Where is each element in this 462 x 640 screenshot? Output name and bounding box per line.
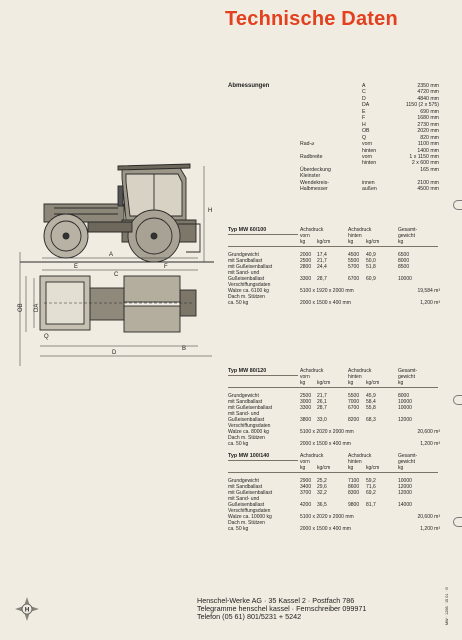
table-cell: 26,1: [317, 399, 327, 405]
row-label: ca. 50 kg: [228, 526, 249, 532]
dim-label-a: A: [109, 252, 114, 258]
table-cell: 8000: [398, 393, 410, 399]
dimension-value: 2 x 600 mm: [411, 160, 439, 167]
table-cell: 12000: [398, 417, 412, 423]
col-header-front-sub: vorn: [300, 459, 310, 465]
table-cell: 50,0: [366, 258, 376, 264]
binder-clip: [453, 517, 462, 527]
dim-label-da: DA: [34, 303, 40, 312]
table-cell: 8000: [398, 258, 410, 264]
table-cell: 10000: [398, 478, 412, 484]
footer-line-company: Henschel-Werke AG · 35 Kassel 2 · Postfach 786: [197, 596, 355, 605]
table-cell: 8300: [348, 490, 360, 496]
table-cell: 5700: [348, 264, 360, 270]
row-label: mit Sand- und: [228, 496, 260, 502]
table-cell: 45,9: [366, 393, 376, 399]
ship-dimension: 2000 x 1500 x 400 mm: [300, 526, 351, 532]
table-cell: 58,4: [366, 399, 376, 405]
dimension-label: Überdeckung: [300, 166, 331, 173]
table-cell: 4200: [300, 502, 312, 508]
table-type-title: Typ MW 80/120: [228, 368, 267, 374]
row-label: Dach m. Stützen: [228, 294, 265, 300]
ship-dimension: 5100 x 2020 x 2000 mm: [300, 429, 354, 435]
col-unit-kgcm: kg/cm: [366, 465, 380, 471]
page-title: Technische Daten: [225, 8, 398, 30]
col-header-rear-sub: hinten: [348, 233, 362, 239]
table-cell: 12000: [398, 484, 412, 490]
dimension-value: 2100 mm: [417, 179, 439, 186]
col-unit-kgcm: kg/cm: [317, 380, 331, 386]
table-cell: 3800: [300, 417, 312, 423]
dimension-value: 4720 mm: [417, 89, 439, 96]
table-cell: 5500: [348, 393, 360, 399]
row-label: Gußeisenballast: [228, 502, 265, 508]
dimension-code: außen: [362, 186, 377, 193]
table-cell: 3300: [300, 405, 312, 411]
section-label-abmessungen: Abmessungen: [228, 83, 270, 89]
row-label: Grundgewicht: [228, 252, 259, 258]
table-cell: 2000: [300, 252, 312, 258]
footer-line-telegram: Telegramme henschel kassel · Fernschreiber 099971: [197, 604, 367, 614]
col-header-rear-sub: hinten: [348, 459, 362, 465]
col-header-front: Achsdruck: [300, 227, 324, 233]
dimension-code: A: [362, 83, 366, 89]
dimension-code: innen: [362, 179, 375, 186]
row-label: Grundgewicht: [228, 393, 259, 399]
col-header-front-sub: vorn: [300, 374, 310, 380]
row-label: mit Sandballast: [228, 484, 263, 490]
row-label: mit Sand- und: [228, 411, 260, 417]
dimension-value: 820 mm: [420, 134, 439, 141]
row-label: Grundgewicht: [228, 478, 259, 484]
dimension-label: Halbmesser: [300, 186, 328, 193]
dimension-code: C: [362, 89, 366, 96]
row-label: Gußeisenballast: [228, 276, 265, 282]
row-label-walze: Walze ca. 10000 kg: [228, 514, 272, 520]
dim-label-b: B: [182, 346, 187, 352]
col-unit-kg: kg: [398, 239, 404, 245]
col-header-total-sub: gewicht: [398, 374, 415, 380]
col-unit-kg: kg: [348, 465, 354, 471]
ship-volume: 19,584 m³: [417, 288, 440, 294]
dimension-value: 4840 mm: [417, 95, 439, 102]
table-rule: [228, 246, 438, 247]
row-label: mit Gußeisenballast: [228, 405, 273, 411]
table-rule: [228, 387, 438, 388]
ship-dimension: 2000 x 1500 x 400 mm: [300, 441, 351, 447]
dimensions-list: [300, 83, 439, 213]
dimension-label: Rad-⌀: [300, 141, 315, 148]
col-unit-kgcm: kg/cm: [317, 239, 331, 245]
table-cell: 3000: [300, 399, 312, 405]
row-label: Dach m. Stützen: [228, 520, 265, 526]
ship-dimension: 5100 x 2020 x 2000 mm: [300, 514, 354, 520]
row-label: Verschiffungsdaten: [228, 282, 271, 288]
col-unit-kg: kg: [398, 380, 404, 386]
col-header-front: Achsdruck: [300, 368, 324, 374]
col-unit-kg: kg: [398, 465, 404, 471]
table-cell: 33,0: [317, 417, 327, 423]
dim-label-c: C: [114, 272, 119, 278]
table-cell: 29,6: [317, 484, 327, 490]
table-cell: 7000: [348, 399, 360, 405]
table-cell: 14000: [398, 502, 412, 508]
table-cell: 3700: [300, 490, 312, 496]
dimension-value: 1100 mm: [417, 141, 439, 148]
col-header-rear: Achsdruck: [348, 227, 372, 233]
table-cell: 2900: [300, 478, 312, 484]
row-label: ca. 50 kg: [228, 300, 249, 306]
table-cell: 3300: [300, 276, 312, 282]
col-unit-kg: kg: [300, 380, 306, 386]
ship-volume: 20,600 m³: [417, 429, 440, 435]
table-cell: 9800: [348, 502, 360, 508]
table-rule: [228, 472, 438, 473]
table-cell: 24,4: [317, 264, 327, 270]
table-type-title: Typ MW 60/100: [228, 227, 267, 233]
table-rule: [228, 460, 298, 461]
binder-clip: [453, 395, 462, 405]
table-cell: 8500: [398, 264, 410, 270]
col-unit-kg: kg: [300, 239, 306, 245]
row-label: mit Sandballast: [228, 399, 263, 405]
row-label: Verschiffungsdaten: [228, 508, 271, 514]
col-header-total: Gesamt-: [398, 227, 418, 233]
ship-dimension: 2000 x 1500 x 400 mm: [300, 300, 351, 306]
dim-label-f: F: [164, 264, 168, 270]
table-rule: [228, 234, 298, 235]
dimension-value: 2020 mm: [417, 128, 439, 135]
row-label: mit Sand- und: [228, 270, 260, 276]
col-header-total: Gesamt-: [398, 453, 418, 459]
dimension-value: 1400 mm: [417, 147, 439, 154]
dimension-value: 165 mm: [420, 166, 439, 173]
table-cell: 10000: [398, 276, 412, 282]
document-code: MW · 1266 · 15 01 · ⊙: [445, 587, 449, 625]
table-cell: 6700: [348, 276, 360, 282]
footer-line-phone: Telefon (05 61) 801/5231 + 5242: [197, 612, 302, 622]
row-label: Dach m. Stützen: [228, 435, 265, 441]
table-cell: 40,9: [366, 252, 376, 258]
dimension-code: E: [362, 108, 366, 115]
table-cell: 21,7: [317, 258, 327, 264]
dim-label-ob: OB: [18, 303, 24, 312]
col-unit-kgcm: kg/cm: [366, 380, 380, 386]
col-header-total-sub: gewicht: [398, 459, 415, 465]
roller-technical-drawing: [14, 160, 220, 390]
col-unit-kgcm: kg/cm: [317, 465, 331, 471]
table-cell: 2500: [300, 393, 312, 399]
henschel-logo-icon: [14, 596, 40, 622]
dimension-code: DA: [362, 102, 370, 109]
row-label: ca. 50 kg: [228, 441, 249, 447]
table-cell: 69,2: [366, 490, 376, 496]
col-unit-kgcm: kg/cm: [366, 239, 380, 245]
col-unit-kg: kg: [348, 380, 354, 386]
table-cell: 4500: [348, 252, 360, 258]
ship-volume: 20,600 m³: [417, 514, 440, 520]
table-rule: [228, 375, 298, 376]
table-cell: 3400: [300, 484, 312, 490]
table-type-title: Typ MW 100/140: [228, 453, 270, 459]
dimension-code: hinten: [362, 147, 377, 154]
dimension-code: vorn: [362, 153, 373, 160]
row-label: Gußeisenballast: [228, 417, 265, 423]
table-cell: 55,8: [366, 405, 376, 411]
table-cell: 25,2: [317, 478, 327, 484]
table-cell: 68,3: [366, 417, 376, 423]
table-cell: 71,6: [366, 484, 376, 490]
table-cell: 36,5: [317, 502, 327, 508]
table-cell: 7100: [348, 478, 360, 484]
table-cell: 12000: [398, 490, 412, 496]
binder-clip: [453, 200, 462, 210]
table-cell: 28,7: [317, 405, 327, 411]
table-cell: 5500: [348, 258, 360, 264]
dimension-label: Kleinster: [300, 173, 321, 180]
dimension-code: D: [362, 95, 366, 102]
dimension-code: vorn: [362, 141, 373, 148]
table-cell: 60,9: [366, 276, 376, 282]
row-label: mit Gußeisenballast: [228, 490, 273, 496]
dimension-code: Q: [362, 134, 367, 141]
dimension-code: H: [362, 121, 366, 128]
dimension-value: 1 x 1150 mm: [409, 153, 439, 160]
col-header-total: Gesamt-: [398, 368, 418, 374]
ship-volume: 1,200 m³: [420, 300, 440, 306]
dimension-value: 690 mm: [420, 108, 439, 115]
dimension-label: Wendekreis-: [300, 179, 330, 186]
col-header-total-sub: gewicht: [398, 233, 415, 239]
col-header-rear: Achsdruck: [348, 453, 372, 459]
row-label: Verschiffungsdaten: [228, 423, 271, 429]
col-unit-kg: kg: [300, 465, 306, 471]
ship-volume: 1,200 m³: [420, 441, 440, 447]
dim-label-h: H: [208, 208, 213, 214]
table-cell: 59,2: [366, 478, 376, 484]
table-cell: 51,8: [366, 264, 376, 270]
table-cell: 28,7: [317, 276, 327, 282]
table-cell: 6500: [398, 252, 410, 258]
dimension-code: OB: [362, 128, 370, 135]
table-cell: 2500: [300, 258, 312, 264]
table-cell: 2800: [300, 264, 312, 270]
dimension-value: 2730 mm: [417, 121, 439, 128]
col-header-front-sub: vorn: [300, 233, 310, 239]
table-cell: 8200: [348, 417, 360, 423]
dim-label-e: E: [74, 264, 79, 270]
table-cell: 21,7: [317, 393, 327, 399]
ship-volume: 1,200 m³: [420, 526, 440, 532]
row-label: mit Gußeisenballast: [228, 264, 273, 270]
table-cell: 32,2: [317, 490, 327, 496]
dim-label-q: Q: [44, 334, 49, 340]
dimension-code: hinten: [362, 160, 377, 167]
svg-text:H: H: [24, 607, 30, 614]
row-label: mit Sandballast: [228, 258, 263, 264]
table-cell: 17,4: [317, 252, 327, 258]
ship-dimension: 5100 x 1920 x 2000 mm: [300, 288, 354, 294]
dimension-value: 2350 mm: [417, 83, 439, 89]
col-unit-kg: kg: [348, 239, 354, 245]
col-header-rear: Achsdruck: [348, 368, 372, 374]
row-label-walze: Walze ca. 6100 kg: [228, 288, 269, 294]
dimension-label: Radbreite: [300, 153, 323, 160]
table-cell: 81,7: [366, 502, 376, 508]
footer-address: [197, 597, 366, 622]
dimension-value: 1150 (2 x 575): [405, 102, 439, 109]
row-label-walze: Walze ca. 8000 kg: [228, 429, 269, 435]
col-header-front: Achsdruck: [300, 453, 324, 459]
table-cell: 10000: [398, 405, 412, 411]
table-cell: 6700: [348, 405, 360, 411]
dimension-value: 1680 mm: [417, 115, 439, 122]
col-header-rear-sub: hinten: [348, 374, 362, 380]
dimension-value: 4500 mm: [417, 186, 439, 193]
table-cell: 10000: [398, 399, 412, 405]
dim-label-d: D: [112, 350, 117, 356]
table-cell: 8600: [348, 484, 360, 490]
dimension-code: F: [362, 115, 366, 122]
